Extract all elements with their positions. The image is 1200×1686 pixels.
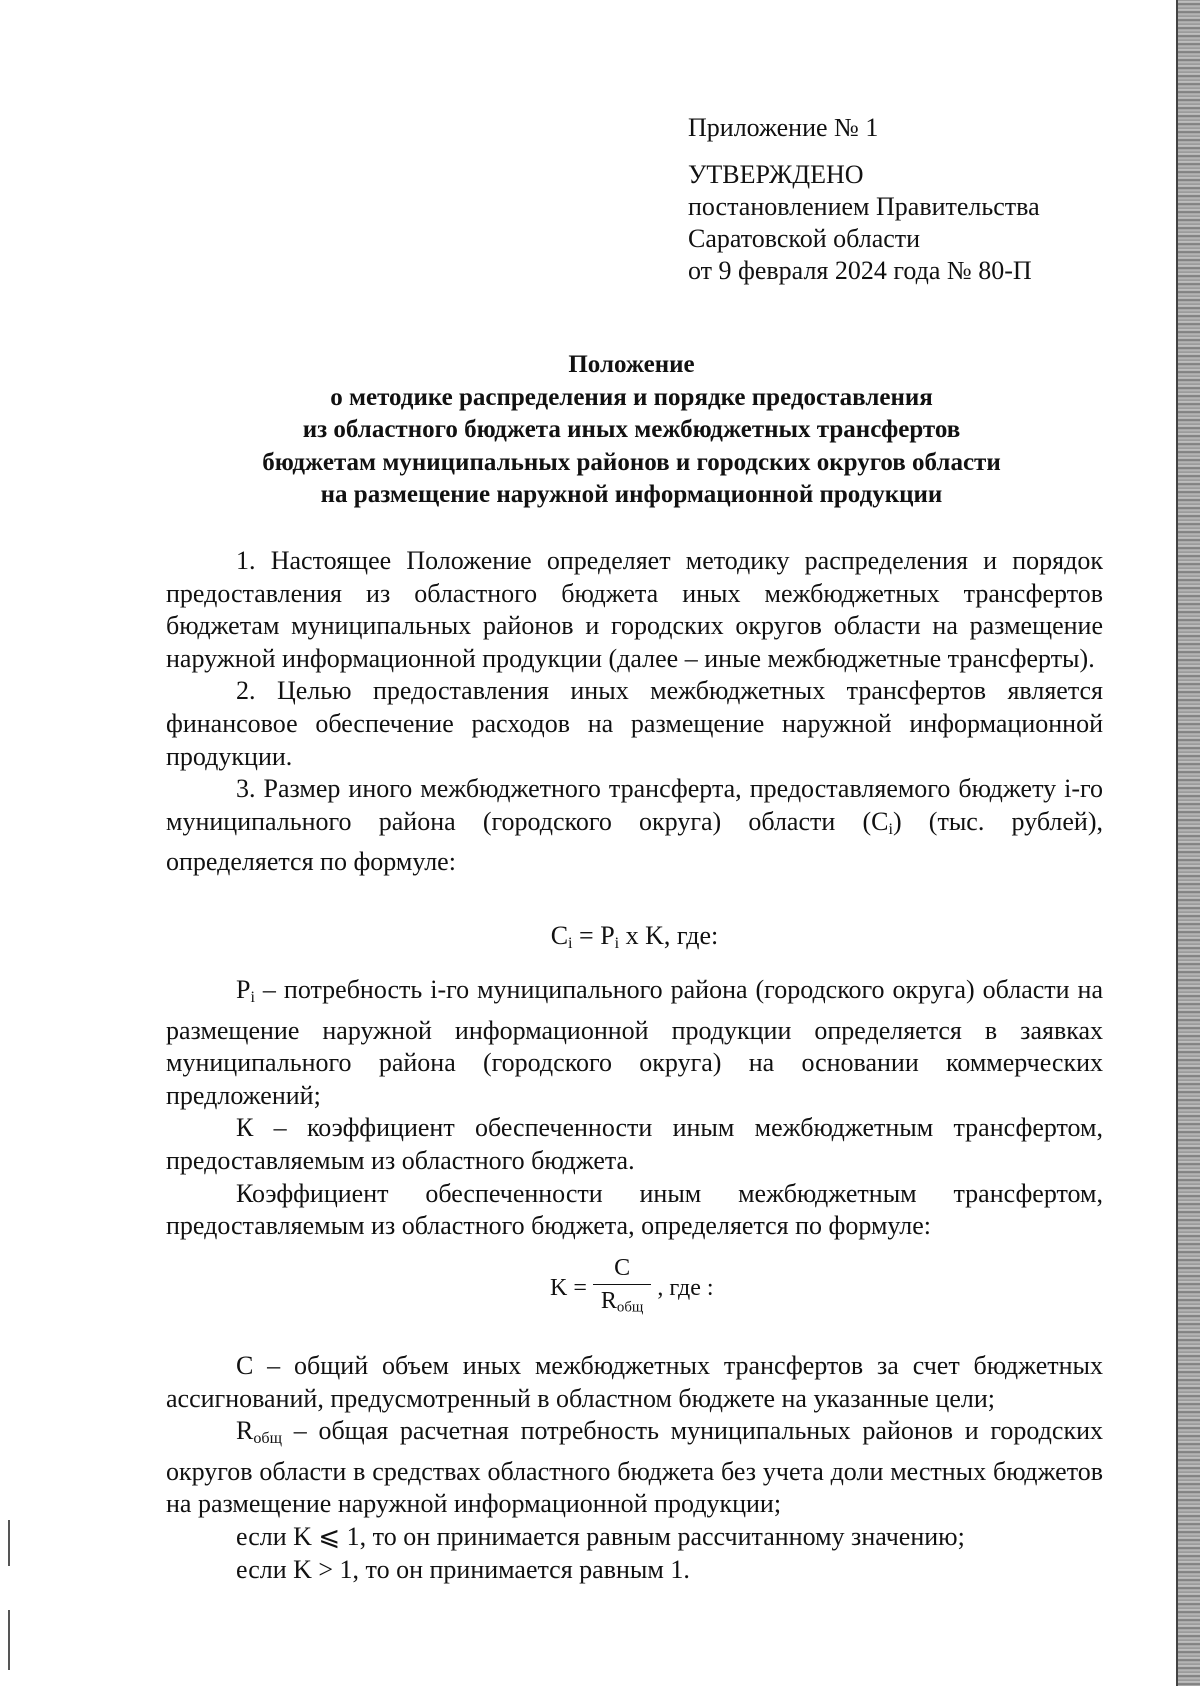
definition-pi: $P_i$ – потребность i-го муниципального района (городского округа) области на размещение наружной информационной продукции определяется в заявках муниципального района (городского округа) на основании коммерческих предложений; (166, 975, 1103, 1110)
appendix-number: Приложение № 1 (688, 113, 879, 142)
formula-k-numerator: C (614, 1255, 631, 1281)
paragraph-1: 1. Настоящее Положение определяет методику распределения и порядок предоставления из областного бюджета иных межбюджетных трансфертов бюджетам муниципальных районов и городских округов области на размещение наружной информационной продукции (далее – иные межбюджетные трансферты). (166, 546, 1103, 673)
approval-block (688, 112, 1040, 287)
scan-edge (1178, 0, 1200, 1686)
paragraph-2: 2. Целью предоставления иных межбюджетных трансфертов является финансовое обеспечение расходов на размещение наружной информационной продукции. (166, 676, 1103, 771)
definition-c: C – общий объем иных межбюджетных трансфертов за счет бюджетных ассигнований, предусмотренный в областном бюджете на указанные цели; (166, 1351, 1103, 1413)
approval-date: от 9 февраля 2024 года № 80-П (688, 256, 1032, 285)
title-line: бюджетам муниципальных районов и городских округов области (262, 448, 1001, 476)
scan-mark (8, 1610, 10, 1670)
title-line: из областного бюджета иных межбюджетных трансфертов (302, 416, 961, 444)
formula-k-lhs: K = (550, 1274, 587, 1301)
after-block (166, 1350, 1103, 1586)
approval-line: Саратовской области (688, 224, 921, 253)
formula-k-fraction (593, 1254, 651, 1322)
approval-line: постановлением Правительства (688, 192, 1040, 221)
formula-ci: $C_i = P_i$ x K, где: (550, 921, 719, 953)
formula-k (550, 1254, 714, 1322)
title-line: Положение (568, 351, 695, 378)
condition-2: если K > 1, то он принимается равным 1. (236, 1554, 690, 1584)
document-title (120, 349, 1143, 512)
formula-k-denominator: $R_{общ}$ (593, 1284, 651, 1322)
definition-r: $R_{общ}$ – общая расчетная потребность муниципальных районов и городских округов области в средствах областного бюджета без учета доли местных бюджетов на размещение наружной информационной продукции; (166, 1416, 1103, 1519)
definitions-block (166, 974, 1103, 1243)
k-formula-intro: Коэффициент обеспеченности иным межбюджетным трансфертом, предоставляемым из областного бюджета, определяется по формуле: (166, 1178, 1103, 1241)
condition-1: если K ⩽ 1, то он принимается равным рассчитанному значению; (236, 1521, 965, 1551)
paragraphs-block (166, 545, 1103, 879)
title-line: о методике распределения и порядке предоставления (330, 383, 933, 411)
title-line: на размещение наружной информационной продукции (320, 481, 943, 509)
formula-k-rhs: , где : (657, 1274, 714, 1301)
definition-k: К – коэффициент обеспеченности иным межбюджетным трансфертом, предоставляемым из областного бюджета. (166, 1113, 1103, 1175)
scan-mark (8, 1520, 10, 1566)
paragraph-3: 3. Размер иного межбюджетного трансферта, предоставляемого бюджету i-го муниципального района (городского округа) области $(C_i)$ (тыс. рублей), определяется по формуле: (166, 774, 1103, 877)
approved-label: УТВЕРЖДЕНО (688, 160, 864, 189)
